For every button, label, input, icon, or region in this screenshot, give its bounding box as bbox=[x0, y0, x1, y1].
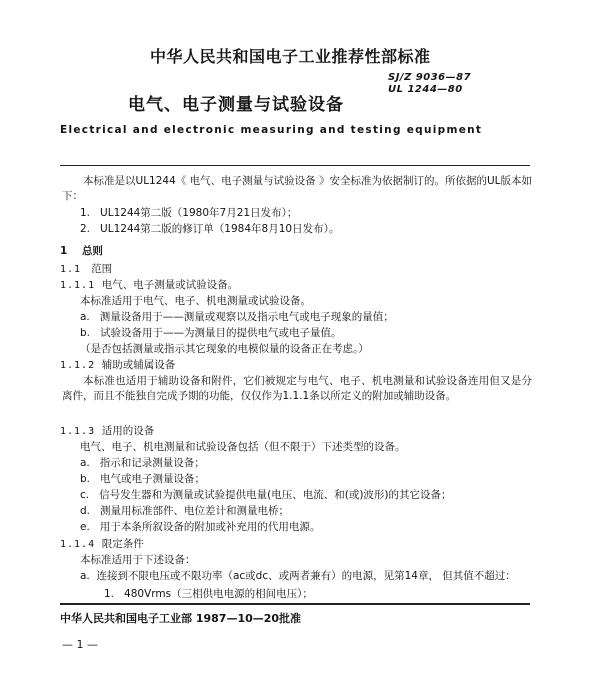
section-1-1-1-num: 1.1.1 bbox=[60, 280, 96, 291]
item-e-num: e. bbox=[80, 521, 90, 533]
top-divider bbox=[60, 165, 530, 166]
sub-item-1-text: 480Vrms（三相供电电源的相间电压）； bbox=[124, 588, 313, 600]
section-1-1-4-title: 限定条件 bbox=[101, 538, 144, 550]
section-1-1-1-title: 电气、电子测量或试验设备。 bbox=[101, 279, 239, 291]
document-title-en: Electrical and electronic measuring and testing equipment bbox=[60, 124, 483, 136]
section-1-1-heading bbox=[60, 262, 112, 277]
section-1-1-1-a-text: 测量设备用于——测量或观察以及指示电气或电子现象的量值； bbox=[99, 311, 394, 323]
section-1-1-1-heading bbox=[60, 278, 238, 293]
section-1-1-3-item-e bbox=[80, 520, 320, 535]
item-c-text: 信号发生器和为测量或试验提供电量(电压、电流、和(或)波形)的其它设备； bbox=[99, 489, 452, 501]
page-number: — 1 — bbox=[62, 638, 98, 651]
item-d-num: d. bbox=[80, 505, 91, 517]
sub-item-1-num: 1. bbox=[104, 588, 115, 600]
org-standard-header: 中华人民共和国电子工业推荐性部标准 bbox=[150, 47, 431, 66]
section-1-1-3-line1: 电气、电子、机电测量和试验设备包括（但不限于）下述类型的设备。 bbox=[80, 441, 406, 453]
document-title-cn: 电气、电子测量与试验设备 bbox=[128, 95, 344, 115]
approval-footer: 中华人民共和国电子工业部 1987—10—20批准 bbox=[60, 612, 302, 625]
item-d-text: 测量用标准部件、电位差计和测量电桥； bbox=[100, 505, 290, 517]
section-1-1-4-a-text: 连接到不限电压或不限功率（ac或dc、或两者兼有）的电源，见第14章， 但其值不超过： bbox=[96, 570, 516, 582]
section-1-1-1-b-text: 试验设备用于——为测量目的提供电气或电子量值。 bbox=[100, 327, 342, 339]
item-b-num: b. bbox=[80, 473, 91, 485]
item-e-text: 用于本条所叙设备的附加或补充用的代用电源。 bbox=[99, 521, 321, 533]
section-1-heading bbox=[60, 243, 103, 258]
section-1-1-2-title: 辅助或辅属设备 bbox=[101, 359, 176, 371]
standard-code-line1: SJ/Z 9036—87 bbox=[388, 72, 472, 83]
section-1-1-1-a-num: a. bbox=[80, 311, 90, 323]
section-1-1-1-note: （是否包括测量或指示其它现象的电模似量的设备正在考虑。） bbox=[80, 343, 369, 355]
section-1-1-4-line1: 本标准适用于下述设备： bbox=[80, 554, 196, 566]
standard-code-line2: UL 1244—80 bbox=[388, 84, 463, 95]
section-1-1-3-heading bbox=[60, 424, 154, 439]
intro-item-1-num: 1. bbox=[80, 207, 91, 219]
intro-item-2 bbox=[80, 222, 339, 237]
intro-paragraph: 本标准是以UL1244《 电气、电子测量与试验设备 》安全标准为依据制订的。所依据的UL版本如下： bbox=[62, 175, 532, 202]
section-1-1-2-num: 1.1.2 bbox=[60, 360, 96, 371]
section-1-1-1-item-a bbox=[80, 310, 394, 325]
intro-item-1-text: UL1244第二版（1980年7月21日发布）； bbox=[100, 207, 298, 219]
section-1-num: 1 bbox=[60, 245, 68, 257]
item-a-num: a. bbox=[80, 457, 90, 469]
section-1-1-3-item-d bbox=[80, 504, 289, 519]
section-1-1-num: 1.1 bbox=[60, 264, 82, 275]
section-1-1-3-num: 1.1.3 bbox=[60, 426, 96, 437]
section-1-1-4-sub-item-1 bbox=[104, 587, 313, 602]
section-1-1-1-item-b bbox=[80, 326, 342, 341]
section-1-1-4-item-a bbox=[62, 569, 532, 584]
section-1-title: 总则 bbox=[81, 245, 103, 257]
section-1-1-3-item-b bbox=[80, 472, 205, 487]
section-1-1-3-item-a bbox=[80, 456, 205, 471]
section-1-1-2-paragraph: 本标准也适用于辅助设备和附件，它们被规定与电气、电子、机电测量和试验设备连用但又是分离件，而且不能独自完成予期的功能，仅仅作为1.1.1条以所定义的附加或辅助设备。 bbox=[62, 375, 532, 402]
section-1-1-4-a-num: a. bbox=[80, 570, 90, 582]
section-1-1-3-title: 适用的设备 bbox=[101, 425, 155, 437]
section-1-1-2-heading bbox=[60, 358, 175, 373]
item-b-text: 电气或电子测量设备； bbox=[100, 473, 206, 485]
section-1-1-1-line1: 本标准适用于电气、电子、机电测量或试验设备。 bbox=[80, 295, 311, 307]
intro-item-2-text: UL1244第二版的修订单（1984年8月10日发布）。 bbox=[100, 223, 340, 235]
section-1-1-3-item-c bbox=[80, 488, 452, 503]
intro-item-2-num: 2. bbox=[80, 223, 91, 235]
intro-item-1 bbox=[80, 206, 297, 221]
section-1-1-title: 范围 bbox=[91, 263, 113, 275]
item-a-text: 指示和记录测量设备； bbox=[99, 457, 205, 469]
standard-code bbox=[388, 72, 471, 96]
bottom-divider bbox=[60, 603, 530, 605]
section-1-1-1-b-num: b. bbox=[80, 327, 91, 339]
item-c-num: c. bbox=[80, 489, 90, 501]
section-1-1-4-num: 1.1.4 bbox=[60, 539, 96, 550]
section-1-1-4-heading bbox=[60, 537, 144, 552]
